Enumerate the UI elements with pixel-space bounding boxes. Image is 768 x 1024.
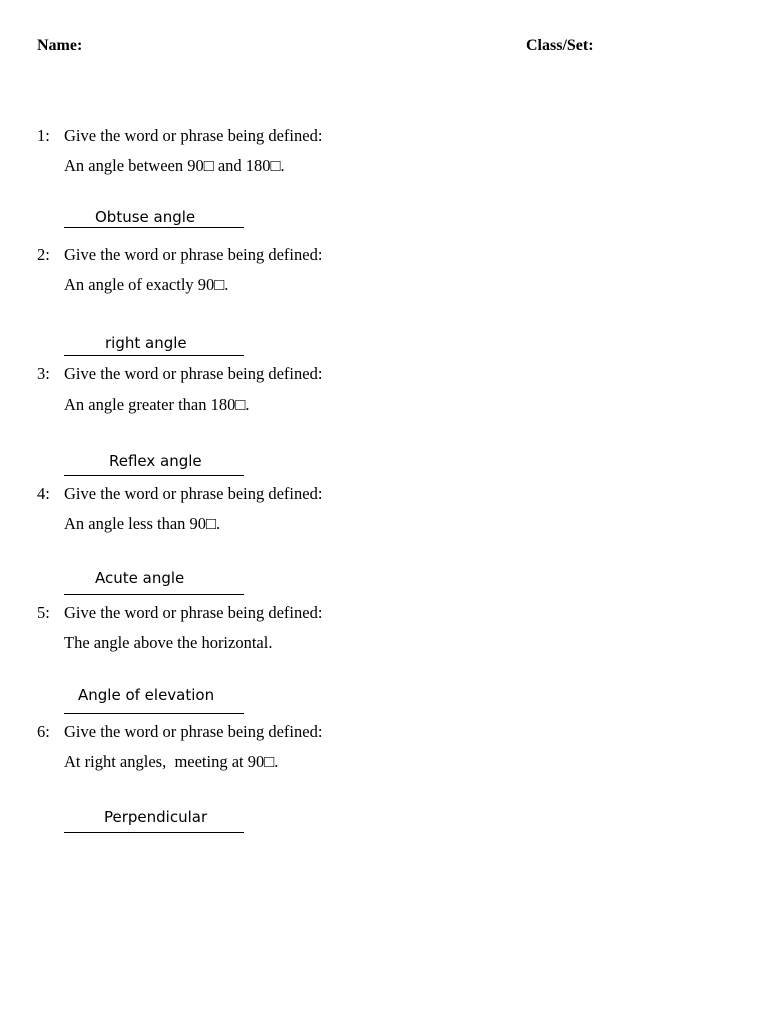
- name-label: Name:: [37, 37, 83, 54]
- question-6: [0, 722, 768, 840]
- answer-line[interactable]: [64, 713, 244, 714]
- question-prompt-row: [37, 603, 322, 623]
- question-2: [0, 245, 768, 363]
- question-definition: An angle less than 90□.: [64, 514, 221, 533]
- question-prompt: Give the word or phrase being defined:: [64, 484, 323, 503]
- question-prompt-row: [37, 245, 322, 265]
- answer-text: Reflex angle: [109, 452, 202, 470]
- question-prompt: Give the word or phrase being defined:: [64, 364, 323, 383]
- question-prompt-row: [37, 364, 322, 384]
- question-3: [0, 364, 768, 482]
- question-prompt: Give the word or phrase being defined:: [64, 722, 323, 741]
- question-prompt-row: [37, 484, 322, 504]
- question-definition: At right angles, meeting at 90□.: [64, 752, 279, 771]
- question-prompt: Give the word or phrase being defined:: [64, 245, 323, 264]
- answer-text: Angle of elevation: [78, 686, 215, 704]
- question-4: [0, 484, 768, 602]
- question-number: 5:: [37, 603, 50, 622]
- question-prompt: Give the word or phrase being defined:: [64, 126, 323, 145]
- question-number: 1:: [37, 126, 50, 145]
- question-prompt: Give the word or phrase being defined:: [64, 603, 323, 622]
- question-definition: The angle above the horizontal.: [64, 633, 273, 652]
- answer-text: Perpendicular: [104, 808, 208, 826]
- question-definition: An angle of exactly 90□.: [64, 275, 229, 294]
- answer-text: Obtuse angle: [95, 208, 196, 226]
- question-number: 2:: [37, 245, 50, 264]
- answer-line[interactable]: [64, 594, 244, 595]
- question-prompt-row: [37, 126, 322, 146]
- question-number: 6:: [37, 722, 50, 741]
- answer-line[interactable]: [64, 832, 244, 833]
- question-5: [0, 603, 768, 721]
- class-set-label: Class/Set:: [526, 37, 594, 54]
- question-1: [0, 126, 768, 244]
- answer-text: right angle: [105, 334, 187, 352]
- question-definition: An angle greater than 180□.: [64, 395, 250, 414]
- answer-line[interactable]: [64, 475, 244, 476]
- answer-line[interactable]: [64, 227, 244, 228]
- answer-text: Acute angle: [95, 569, 185, 587]
- question-number: 3:: [37, 364, 50, 383]
- question-prompt-row: [37, 722, 322, 742]
- answer-line[interactable]: [64, 355, 244, 356]
- question-definition: An angle between 90□ and 180□.: [64, 156, 285, 175]
- question-number: 4:: [37, 484, 50, 503]
